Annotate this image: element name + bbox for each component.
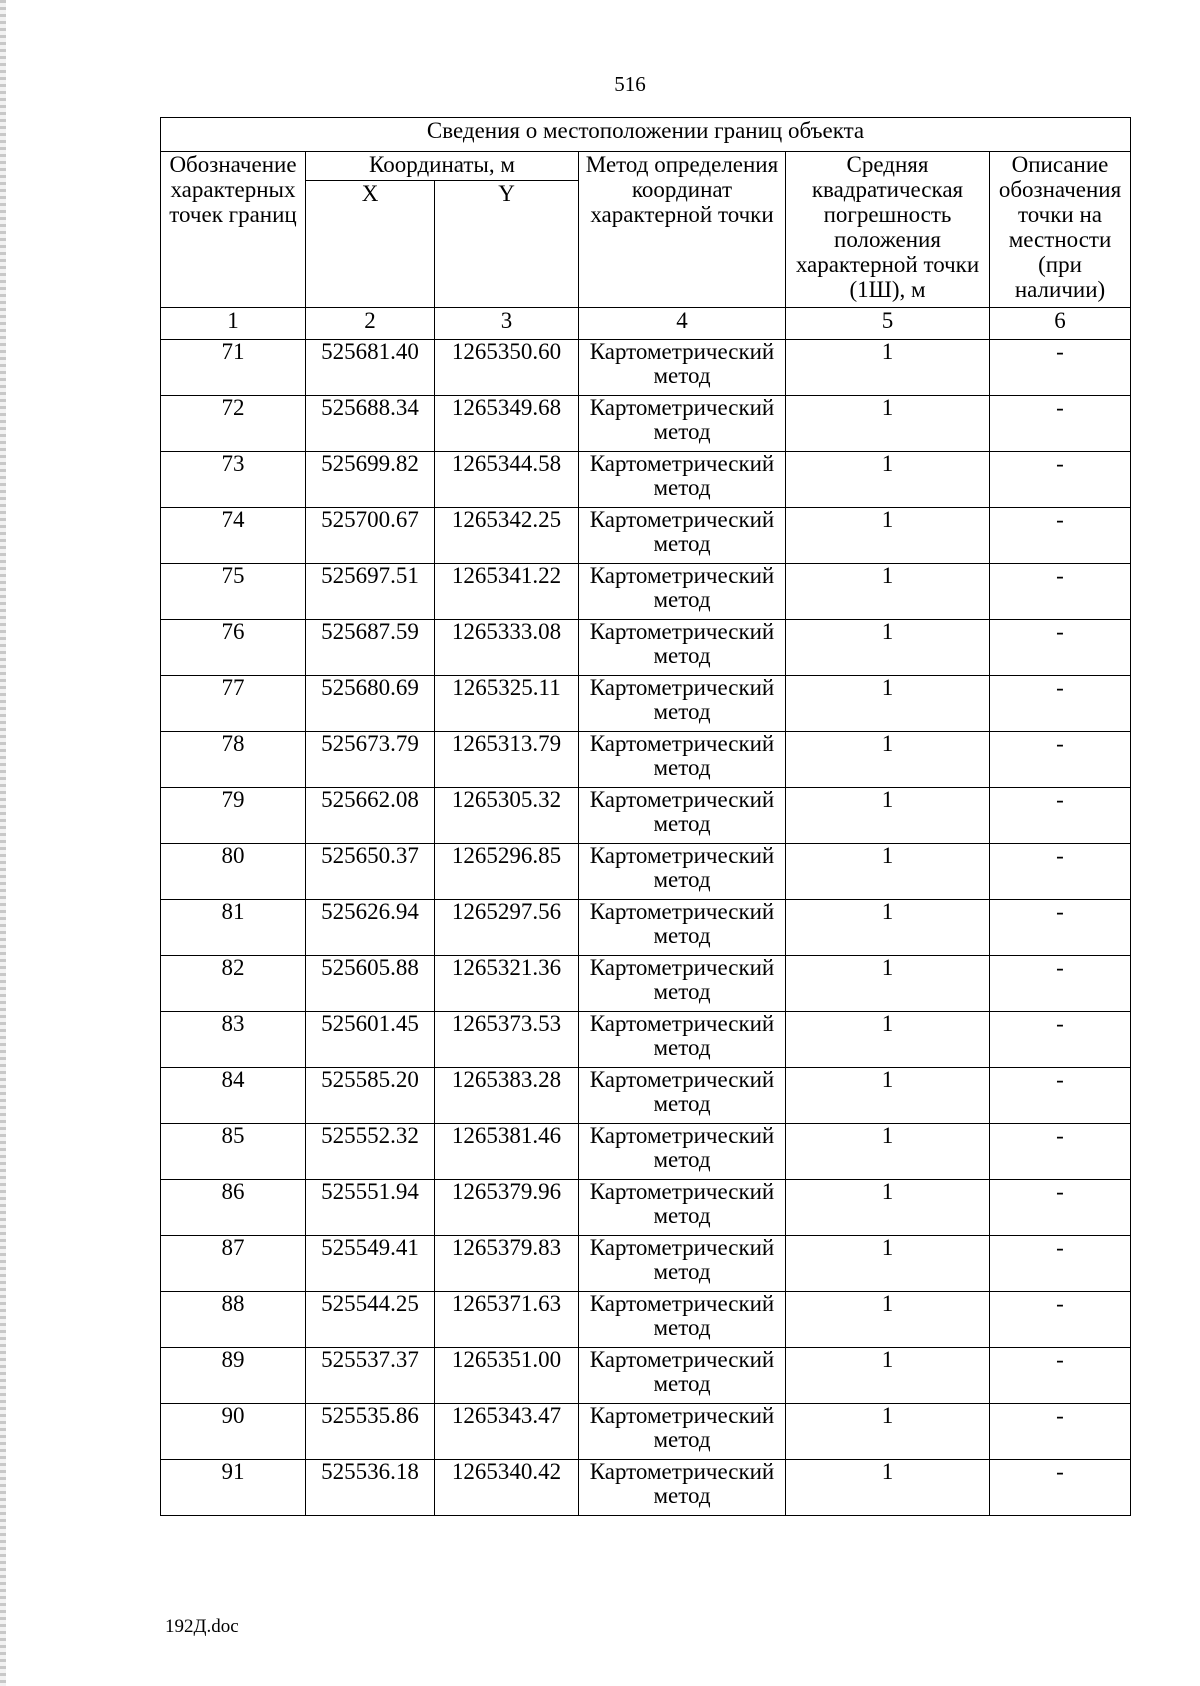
cell-error: 1 — [786, 1460, 990, 1516]
cell-error: 1 — [786, 1236, 990, 1292]
cell-error: 1 — [786, 396, 990, 452]
cell-error: 1 — [786, 1180, 990, 1236]
boundary-coordinates-table — [160, 117, 1131, 1516]
table-row — [161, 396, 1131, 452]
cell-y: 1265351.00 — [435, 1348, 579, 1404]
cell-y: 1265379.83 — [435, 1236, 579, 1292]
cell-method: Картометрический метод — [579, 1236, 786, 1292]
cell-description: - — [990, 1180, 1131, 1236]
cell-description: - — [990, 1292, 1131, 1348]
cell-error: 1 — [786, 340, 990, 396]
cell-y: 1265383.28 — [435, 1068, 579, 1124]
table-row — [161, 620, 1131, 676]
cell-description: - — [990, 1460, 1131, 1516]
cell-error: 1 — [786, 900, 990, 956]
cell-method: Картометрический метод — [579, 1180, 786, 1236]
cell-method: Картометрический метод — [579, 396, 786, 452]
column-number: 2 — [306, 308, 435, 340]
header-x: X — [306, 181, 435, 308]
cell-x: 525601.45 — [306, 1012, 435, 1068]
cell-method: Картометрический метод — [579, 788, 786, 844]
cell-point: 83 — [161, 1012, 306, 1068]
cell-point: 91 — [161, 1460, 306, 1516]
cell-point: 82 — [161, 956, 306, 1012]
header-method: Метод определения координат характерной точки — [579, 152, 786, 308]
cell-x: 525551.94 — [306, 1180, 435, 1236]
table-row — [161, 788, 1131, 844]
cell-x: 525605.88 — [306, 956, 435, 1012]
cell-description: - — [990, 452, 1131, 508]
cell-point: 89 — [161, 1348, 306, 1404]
cell-description: - — [990, 788, 1131, 844]
page-number: 516 — [614, 72, 646, 96]
cell-point: 88 — [161, 1292, 306, 1348]
cell-point: 80 — [161, 844, 306, 900]
cell-error: 1 — [786, 1292, 990, 1348]
cell-method: Картометрический метод — [579, 732, 786, 788]
cell-point: 72 — [161, 396, 306, 452]
cell-method: Картометрический метод — [579, 1404, 786, 1460]
table-row — [161, 1236, 1131, 1292]
cell-error: 1 — [786, 1124, 990, 1180]
cell-description: - — [990, 508, 1131, 564]
cell-description: - — [990, 1124, 1131, 1180]
cell-x: 525673.79 — [306, 732, 435, 788]
cell-x: 525680.69 — [306, 676, 435, 732]
cell-point: 76 — [161, 620, 306, 676]
cell-error: 1 — [786, 1012, 990, 1068]
cell-point: 81 — [161, 900, 306, 956]
cell-y: 1265349.68 — [435, 396, 579, 452]
cell-point: 85 — [161, 1124, 306, 1180]
cell-y: 1265342.25 — [435, 508, 579, 564]
header-error: Средняя квадратическая погрешность положения характерной точки (1Ш), м — [786, 152, 990, 308]
table-row — [161, 1012, 1131, 1068]
cell-x: 525549.41 — [306, 1236, 435, 1292]
cell-description: - — [990, 396, 1131, 452]
cell-error: 1 — [786, 508, 990, 564]
cell-method: Картометрический метод — [579, 1292, 786, 1348]
table-row — [161, 900, 1131, 956]
table-row — [161, 1292, 1131, 1348]
column-number: 1 — [161, 308, 306, 340]
cell-error: 1 — [786, 1068, 990, 1124]
cell-error: 1 — [786, 788, 990, 844]
table-row — [161, 1124, 1131, 1180]
cell-method: Картометрический метод — [579, 1012, 786, 1068]
cell-error: 1 — [786, 732, 990, 788]
table-body — [161, 340, 1131, 1516]
cell-method: Картометрический метод — [579, 564, 786, 620]
cell-method: Картометрический метод — [579, 1460, 786, 1516]
cell-method: Картометрический метод — [579, 508, 786, 564]
scan-edge — [0, 0, 6, 1686]
cell-point: 84 — [161, 1068, 306, 1124]
cell-error: 1 — [786, 564, 990, 620]
cell-x: 525697.51 — [306, 564, 435, 620]
cell-error: 1 — [786, 1404, 990, 1460]
table-row — [161, 1180, 1131, 1236]
cell-y: 1265333.08 — [435, 620, 579, 676]
footer-filename: 192Д.doc — [165, 1616, 239, 1637]
cell-method: Картометрический метод — [579, 676, 786, 732]
header-coordinates: Координаты, м — [306, 152, 579, 181]
cell-y: 1265381.46 — [435, 1124, 579, 1180]
cell-point: 79 — [161, 788, 306, 844]
cell-method: Картометрический метод — [579, 1124, 786, 1180]
cell-description: - — [990, 564, 1131, 620]
cell-point: 78 — [161, 732, 306, 788]
cell-error: 1 — [786, 676, 990, 732]
cell-point: 75 — [161, 564, 306, 620]
cell-description: - — [990, 844, 1131, 900]
column-number: 4 — [579, 308, 786, 340]
cell-x: 525699.82 — [306, 452, 435, 508]
table-row — [161, 676, 1131, 732]
header-y: Y — [435, 181, 579, 308]
table-row — [161, 844, 1131, 900]
cell-x: 525552.32 — [306, 1124, 435, 1180]
cell-description: - — [990, 1068, 1131, 1124]
cell-x: 525585.20 — [306, 1068, 435, 1124]
cell-point: 71 — [161, 340, 306, 396]
table-row — [161, 564, 1131, 620]
cell-error: 1 — [786, 452, 990, 508]
cell-description: - — [990, 732, 1131, 788]
cell-error: 1 — [786, 844, 990, 900]
cell-point: 86 — [161, 1180, 306, 1236]
cell-error: 1 — [786, 620, 990, 676]
cell-x: 525544.25 — [306, 1292, 435, 1348]
cell-method: Картометрический метод — [579, 1348, 786, 1404]
cell-method: Картометрический метод — [579, 620, 786, 676]
cell-y: 1265313.79 — [435, 732, 579, 788]
cell-x: 525681.40 — [306, 340, 435, 396]
cell-description: - — [990, 620, 1131, 676]
column-number: 6 — [990, 308, 1131, 340]
cell-method: Картометрический метод — [579, 900, 786, 956]
cell-y: 1265371.63 — [435, 1292, 579, 1348]
cell-x: 525626.94 — [306, 900, 435, 956]
cell-x: 525700.67 — [306, 508, 435, 564]
cell-point: 77 — [161, 676, 306, 732]
column-number-row — [161, 308, 1131, 340]
cell-error: 1 — [786, 1348, 990, 1404]
table-title: Сведения о местоположении границ объекта — [161, 118, 1131, 152]
cell-x: 525650.37 — [306, 844, 435, 900]
table-row — [161, 340, 1131, 396]
cell-y: 1265350.60 — [435, 340, 579, 396]
cell-description: - — [990, 340, 1131, 396]
table-row — [161, 508, 1131, 564]
cell-x: 525688.34 — [306, 396, 435, 452]
table-row — [161, 732, 1131, 788]
header-point: Обозначение характерных точек границ — [161, 152, 306, 308]
column-number: 3 — [435, 308, 579, 340]
table-row — [161, 452, 1131, 508]
cell-description: - — [990, 1236, 1131, 1292]
cell-y: 1265296.85 — [435, 844, 579, 900]
table-row — [161, 1068, 1131, 1124]
cell-method: Картометрический метод — [579, 1068, 786, 1124]
cell-description: - — [990, 900, 1131, 956]
cell-x: 525662.08 — [306, 788, 435, 844]
cell-point: 87 — [161, 1236, 306, 1292]
table-row — [161, 956, 1131, 1012]
cell-description: - — [990, 1012, 1131, 1068]
cell-method: Картометрический метод — [579, 452, 786, 508]
cell-y: 1265373.53 — [435, 1012, 579, 1068]
column-number: 5 — [786, 308, 990, 340]
cell-y: 1265344.58 — [435, 452, 579, 508]
cell-y: 1265343.47 — [435, 1404, 579, 1460]
cell-point: 74 — [161, 508, 306, 564]
cell-point: 90 — [161, 1404, 306, 1460]
cell-y: 1265379.96 — [435, 1180, 579, 1236]
cell-method: Картометрический метод — [579, 956, 786, 1012]
cell-method: Картометрический метод — [579, 340, 786, 396]
cell-x: 525535.86 — [306, 1404, 435, 1460]
cell-y: 1265340.42 — [435, 1460, 579, 1516]
cell-description: - — [990, 1404, 1131, 1460]
cell-x: 525537.37 — [306, 1348, 435, 1404]
header-description: Описание обозначения точки на местности (при наличии) — [990, 152, 1131, 308]
cell-y: 1265325.11 — [435, 676, 579, 732]
cell-method: Картометрический метод — [579, 844, 786, 900]
table-row — [161, 1404, 1131, 1460]
cell-x: 525536.18 — [306, 1460, 435, 1516]
cell-error: 1 — [786, 956, 990, 1012]
table-row — [161, 1460, 1131, 1516]
cell-description: - — [990, 1348, 1131, 1404]
cell-point: 73 — [161, 452, 306, 508]
cell-description: - — [990, 676, 1131, 732]
cell-x: 525687.59 — [306, 620, 435, 676]
cell-y: 1265297.56 — [435, 900, 579, 956]
cell-description: - — [990, 956, 1131, 1012]
cell-y: 1265341.22 — [435, 564, 579, 620]
cell-y: 1265321.36 — [435, 956, 579, 1012]
cell-y: 1265305.32 — [435, 788, 579, 844]
table-row — [161, 1348, 1131, 1404]
